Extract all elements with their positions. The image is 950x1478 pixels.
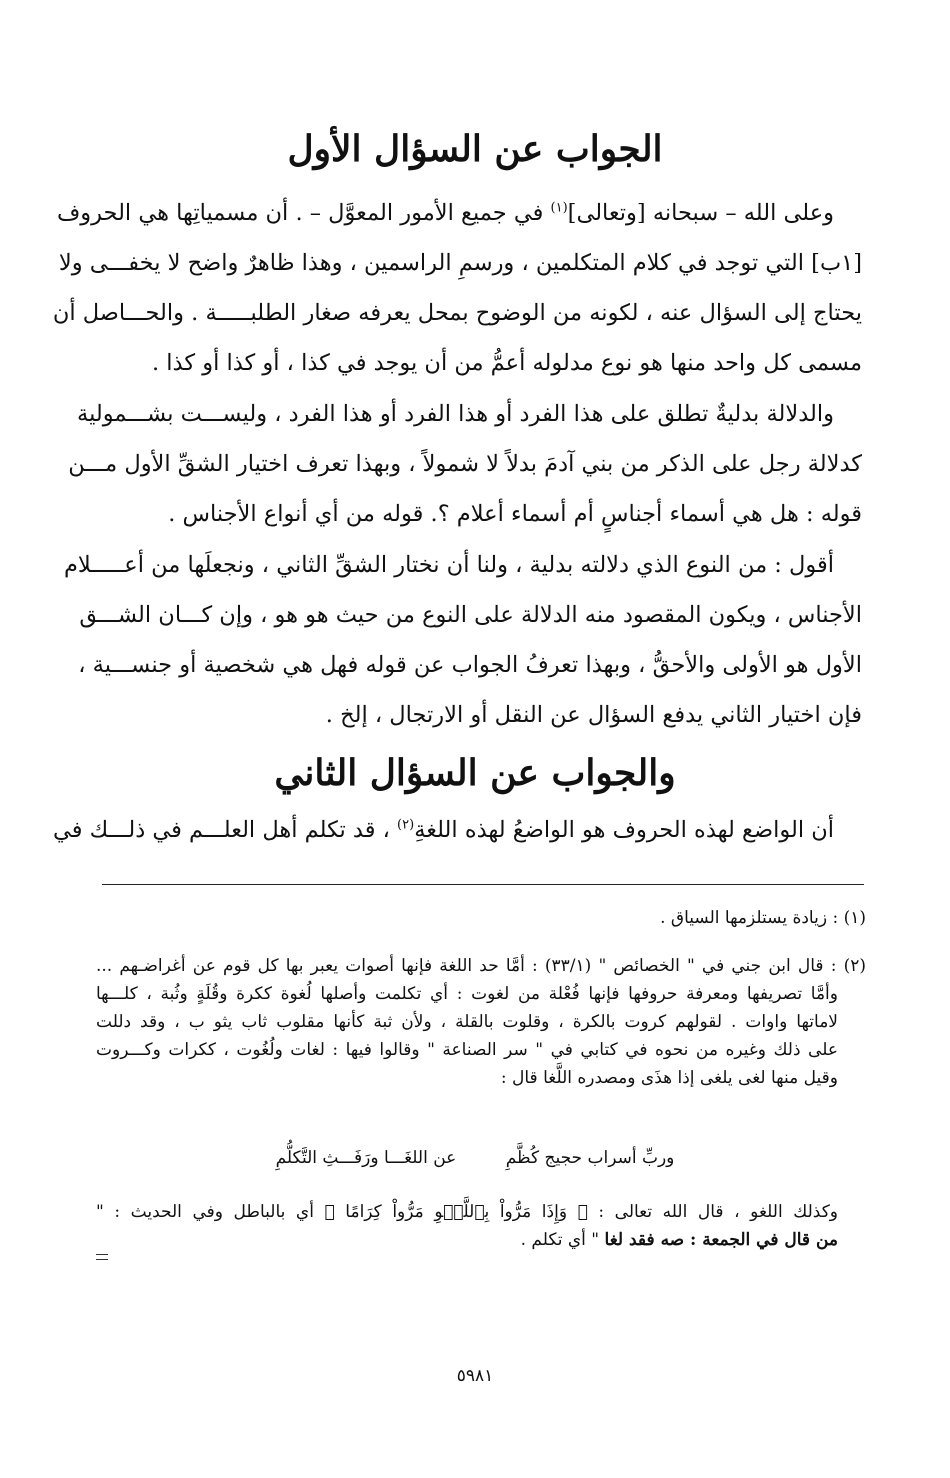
- paragraph-4-line-1: أن الواضع لهذه الحروف هو الواضعُ لهذه اللغةِ$^{(٢)}$ ، قد تكلم أهل العلـــم في ذلـــك في: [52, 817, 834, 843]
- margin-mark: [96, 1254, 108, 1260]
- hadith-quote: من قال في الجمعة : صه فقد لغا: [604, 1230, 838, 1250]
- footnote-2: [96, 952, 866, 1092]
- paragraph-1-line-2: [١ب] التي توجد في كلام المتكلمين ، ورسمِ الراسمين ، وهذا ظاهرٌ واضح لا يخفـــى ولا: [58, 250, 862, 276]
- verse-first-hemistich: وربِّ أسراب حجيج كُظَّمِ: [505, 1148, 675, 1168]
- footnote-ref-2[interactable]: (٢): [397, 817, 415, 833]
- footnote-2-continued: [96, 1198, 866, 1254]
- footnote-2-line-1: (٢) : قال ابن جني في " الخصائص " (٣٣/١) : أمَّا حد اللغة فإنها أصوات يعبر بها كل قوم عن أغراضـهم ...: [96, 956, 866, 976]
- footnote-2-line-6: وكذلك اللغو ، قال الله تعالى : ﴿ وَإِذَا مَرُّواْ بِٱللَّغۡوِ مَرُّواْ كِرَامًا ﴾ أي بالباطل وفي الحديث : ": [96, 1202, 838, 1222]
- poetry-verse: [0, 1148, 950, 1168]
- paragraph-1-line-1: وعلى الله – سبحانه [وتعالى]$^{(١)}$ في جميع الأمور المعوَّل – . أن مسمياتِها هي الحروف: [56, 200, 834, 226]
- footnote-1-line: (١) : زيادة يستلزمها السياق .: [660, 908, 866, 928]
- page-number: ٥٩٨١: [456, 1366, 494, 1386]
- verse-second-hemistich: عن اللغَـــا ورَفَـــثِ التَّكلُّمِ: [275, 1148, 457, 1168]
- paragraph-1-line-3: يحتاج إلى السؤال عنه ، لكونه من الوضوح بمحل يعرفه صغار الطلبـــــة . والحـــاصل أن: [52, 300, 862, 326]
- footnote-separator: [102, 884, 864, 885]
- paragraph-2-line-2: كدلالة رجل على الذكر من بني آدمَ بدلاً لا شمولاً ، وبهذا تعرف اختيار الشقِّ الأول مـــن: [68, 451, 862, 477]
- paragraph-2-line-3: قوله : هل هي أسماء أجناسٍ أم أسماء أعلام ؟. قوله من أي أنواع الأجناس .: [168, 501, 862, 527]
- footnote-2-line-4: على ذلك وغيره من نحوه في كتابي في " سر الصناعة " وقالوا فيها : لغات ولُغُوت ، ككرات وكـــروت: [96, 1040, 838, 1060]
- footnote-ref-1[interactable]: (١): [550, 200, 568, 216]
- paragraph-2-line-1: والدلالة بدليةٌ تطلق على هذا الفرد أو هذا الفرد أو هذا الفرد ، وليســـت بشـــمولية: [77, 401, 834, 427]
- footnote-2-line-7: من قال في الجمعة : صه فقد لغا " أي تكلم .: [520, 1230, 838, 1250]
- paragraph-3: [63, 540, 862, 740]
- footnote-2-line-5: وقيل منها لغى يلغى إذا هذَى ومصدره اللَّغا قال :: [500, 1068, 838, 1088]
- footnote-2-line-3: لاماتها واوات . لقولهم كروت بالكرة ، وقلوت بالقلة ، ولأن ثبة كأنها مقلوب ثاب يثو ب ، وقد دللت: [96, 1012, 838, 1032]
- footnote-2-line-2: وأمَّا تصريفها ومعرفة حروفها فإنها فُعْلة من لغوت : أي تكلمت وأصلها لُغوة ككرة وقُلَةٍ وثُبة ، كلـــها: [96, 984, 838, 1004]
- paragraph-1-line-4: مسمى كل واحد منها هو نوع مدلوله أعمُّ من أن يوجد في كذا ، أو كذا أو كذا .: [151, 350, 862, 376]
- paragraph-1: [52, 188, 862, 388]
- paragraph-3-line-3: الأول هو الأولى والأحقُّ ، وبهذا تعرفُ الجواب عن قوله فهل هي شخصية أو جنســـية ،: [78, 652, 862, 678]
- paragraph-2: [68, 389, 862, 539]
- paragraph-3-line-2: الأجناس ، ويكون المقصود منه الدلالة على النوع من حيث هو هو ، وإن كـــان الشـــق: [79, 602, 862, 628]
- paragraph-3-line-1: أقول : من النوع الذي دلالته بدلية ، ولنا أن نختار الشقِّ الثاني ، ونجعلَها من أعـــــلام: [63, 552, 834, 578]
- paragraph-4: [52, 805, 862, 855]
- heading-second-question: والجواب عن السؤال الثاني: [274, 752, 676, 794]
- paragraph-3-line-4: فإن اختيار الثاني يدفع السؤال عن النقل أو الارتجال ، إلخ .: [325, 702, 862, 728]
- heading-first-question: الجواب عن السؤال الأول: [287, 128, 663, 170]
- footnote-1: [96, 904, 866, 932]
